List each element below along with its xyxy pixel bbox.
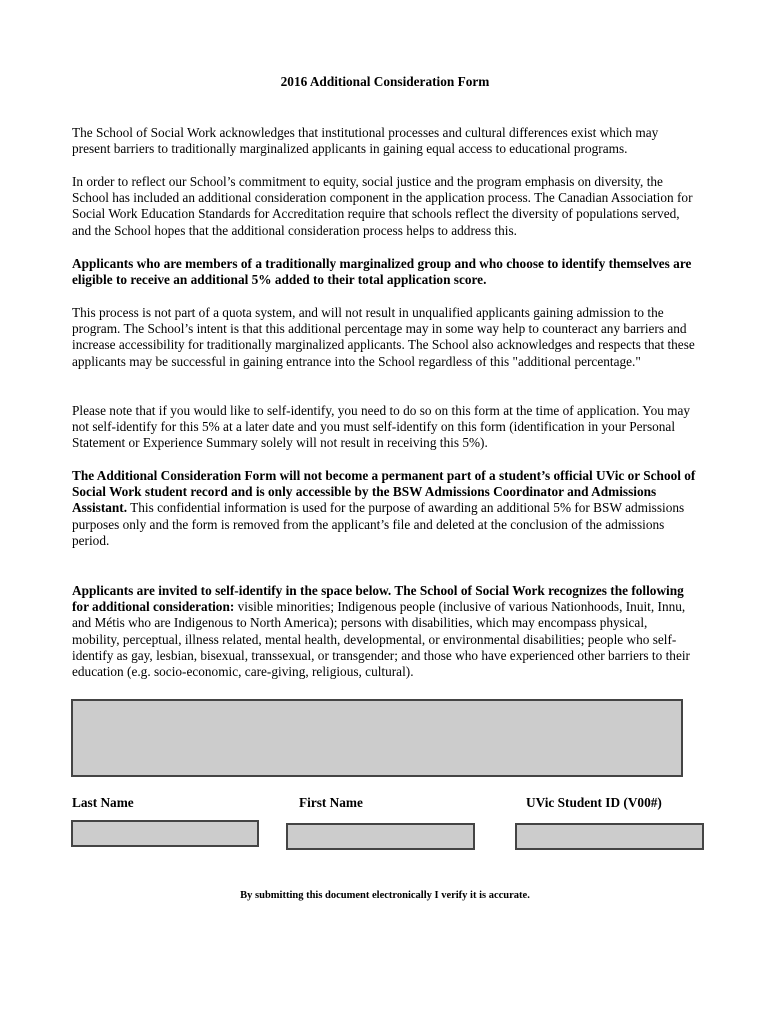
quota-paragraph: This process is not part of a quota system, and will not result in unqualified applicants gaining admission to the program. The School’s intent is that this additional percentage may in some way help to counteract any barriers and increase accessibility for traditionally marginalized applicants. The School also acknowledges and respects that these applicants may be successful in gaining entrance into the School regardless of this "additional percentage." — [72, 305, 695, 369]
first-name-input[interactable] — [286, 823, 475, 850]
student-id-input[interactable] — [515, 823, 704, 850]
confidentiality-bold-text: The Additional Consideration Form will not become a permanent part of a student’s official UVic or School of Social Work student record and is only accessible by the BSW Admissions Coordinator and Admissions Assistant. — [72, 468, 696, 516]
equity-paragraph: In order to reflect our School’s commitment to equity, social justice and the program emphasis on diversity, the School has included an additional consideration component in the application process. The Canadian Association for Social Work Education Standards for Accreditation require that schools reflect the diversity of populations served, and the School hopes that the additional consideration process helps to address this. — [72, 174, 693, 238]
eligibility-text: Applicants who are members of a traditionally marginalized group and who choose to identify themselves are eligible to receive an additional 5% added to their total application score. — [72, 256, 692, 288]
invitation-bold-text: Applicants are invited to self-identify in the space below. The School of Social Work recognizes the following for additional consideration: — [72, 583, 684, 615]
last-name-label: Last Name — [72, 795, 134, 810]
invitation-paragraph — [72, 583, 698, 680]
confidentiality-paragraph — [72, 468, 698, 549]
verification-statement: By submitting this document electronically I verify it is accurate. — [240, 890, 530, 901]
first-name-label: First Name — [299, 795, 363, 810]
student-id-label: UVic Student ID (V00#) — [526, 795, 662, 810]
confidentiality-text: This confidential information is used for the purpose of awarding an additional 5% for BSW admissions purposes only and the form is removed from the applicant’s file and deleted at the conclusion of the admissions period. — [72, 500, 685, 548]
form-title: 2016 Additional Consideration Form — [280, 74, 490, 89]
self-identify-note-paragraph: Please note that if you would like to self-identify, you need to do so on this form at the time of application. You may not self-identify for this 5% at a later date and you must self-identify on this form (identification in your Personal Statement or Experience Summary solely will not result in receiving this 5%). — [72, 403, 691, 451]
invitation-text: visible minorities; Indigenous people (inclusive of various Nationhoods, Inuit, Innu, and Métis who are Indigenous to North America); persons with disabilities, which may encompass physical, mobility, perceptual, illness related, mental health, developmental, or environmental disabilities; people who self-identify as gay, lesbian, bisexual, transsexual, or transgender; and those who have experienced other barriers to their education (e.g. socio-economic, care-giving, religious, cultural). — [72, 599, 690, 680]
self-identify-textarea[interactable] — [71, 699, 683, 777]
last-name-input[interactable] — [71, 820, 259, 847]
intro-paragraph: The School of Social Work acknowledges that institutional processes and cultural differences exist which may present barriers to traditionally marginalized applicants in gaining equal access to educational programs. — [72, 125, 659, 157]
eligibility-paragraph — [72, 256, 698, 288]
